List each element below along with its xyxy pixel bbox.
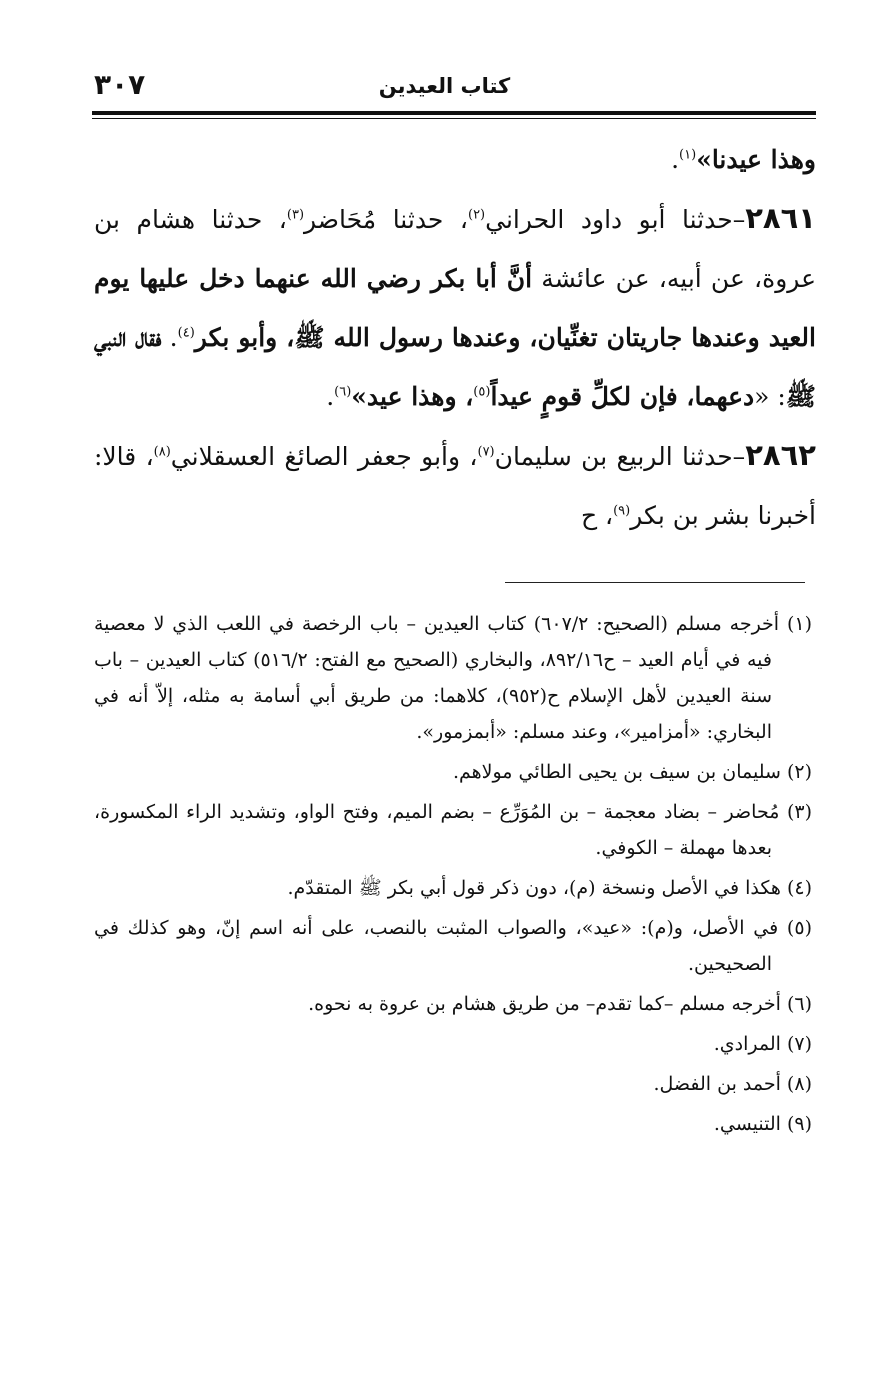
isnad-text: ، ح xyxy=(580,501,614,530)
isnad-text: ، حدثنا مُحَاضر xyxy=(304,205,468,234)
footnote-ref: (٣) xyxy=(286,207,305,223)
footnote: (٧) المرادي. xyxy=(713,1033,812,1055)
footnote-ref: (٩) xyxy=(613,503,631,519)
intro-line xyxy=(94,130,816,189)
footnote-ref: (٧) xyxy=(477,444,495,460)
hadith-number: ٢٨٦٢ xyxy=(745,438,816,472)
footnote: (٦) أخرجه مسلم –كما تقدم– من طريق هشام بن عروة به نحوه. xyxy=(308,993,812,1015)
footnote: (٥) في الأصل، و(م): «عيد»، والصواب المثبت بالنصب، على أنه اسم إنّ، وهو كذلك في الصحيحين. xyxy=(94,917,812,975)
intro-text: وهذا عيدنا» xyxy=(696,145,816,174)
matn-text: ، وهذا عيد» xyxy=(351,382,474,411)
plain-text: . xyxy=(161,323,178,352)
footnote-ref: (٦) xyxy=(334,384,352,400)
footnotes xyxy=(94,606,812,1146)
footnote-ref: (١) xyxy=(679,147,697,163)
hadith-number: ٢٨٦١ xyxy=(745,201,817,235)
intro-dot: . xyxy=(671,145,680,174)
footnote: (٩) التنيسي. xyxy=(713,1113,812,1135)
page-number: ٣٠٧ xyxy=(94,68,146,101)
main-text xyxy=(94,130,816,545)
header-rule-thin xyxy=(92,118,816,119)
isnad-text: ، وأبو جعفر الصائغ العسقلاني xyxy=(170,442,478,471)
isnad-text: –حدثنا أبو داود الحراني xyxy=(485,205,746,234)
plain-text: : « xyxy=(754,382,786,411)
matn-text: دعهما، فإن لكلِّ قومٍ عيداً xyxy=(490,382,755,411)
isnad-text: ، قالا: أخبرنا بشر بن بكر xyxy=(94,442,816,530)
hadith-2862 xyxy=(94,426,816,545)
footnote: (٤) هكذا في الأصل ونسخة (م)، دون ذكر قول أبي بكر ﷺ المتقدّم. xyxy=(287,877,812,899)
isnad-text: –حدثنا الربيع بن سليمان xyxy=(494,442,746,471)
isnad-text: ، حدثنا هشام بن عروة، عن أبيه، عن عائشة xyxy=(94,205,816,293)
header-rule xyxy=(92,111,816,115)
footnote-ref: (٥) xyxy=(473,384,491,400)
chapter-title: كتاب العيدين xyxy=(378,74,511,98)
matn-text: فقال النبي ﷺ xyxy=(94,323,816,411)
hadith-2861 xyxy=(94,189,816,426)
footnote: (١) أخرجه مسلم (الصحيح: ٦٠٧/٢) كتاب العيدين – باب الرخصة في اللعب الذي لا معصية فيه في أيام العيد – ح٨٩٢/١٦، والبخاري (الصحيح مع الفتح: ٥١٦/٢) كتاب العيدين – باب سنة العيدين لأهل الإسلام ح(٩٥٢)، كلاهما: من طريق أبي أسامة به مثله، إلاّ أنه في البخاري: «أمزامير»، وعند مسلم: «أبمزمور». xyxy=(94,613,812,743)
matn-text: أنَّ أبا بكر رضي الله عنهما دخل عليها يوم العيد وعندها جاريتان تغنِّيان، وعندها رسول الله ﷺ، وأبو بكر xyxy=(94,264,816,352)
footnote-ref: (٨) xyxy=(153,444,171,460)
footnote: (٢) سليمان بن سيف بن يحيى الطائي مولاهم. xyxy=(452,761,812,783)
footnote: (٨) أحمد بن الفضل. xyxy=(653,1073,812,1095)
plain-text: . xyxy=(326,382,335,411)
footnote-ref: (٤) xyxy=(177,325,195,341)
footnote-ref: (٢) xyxy=(467,207,486,223)
footnote-separator xyxy=(505,582,805,583)
footnote: (٣) مُحاضر – بضاد معجمة – بن المُوَرِّع – بضم الميم، وفتح الواو، وتشديد الراء المكسورة، بعدها مهملة – الكوفي. xyxy=(94,801,812,859)
